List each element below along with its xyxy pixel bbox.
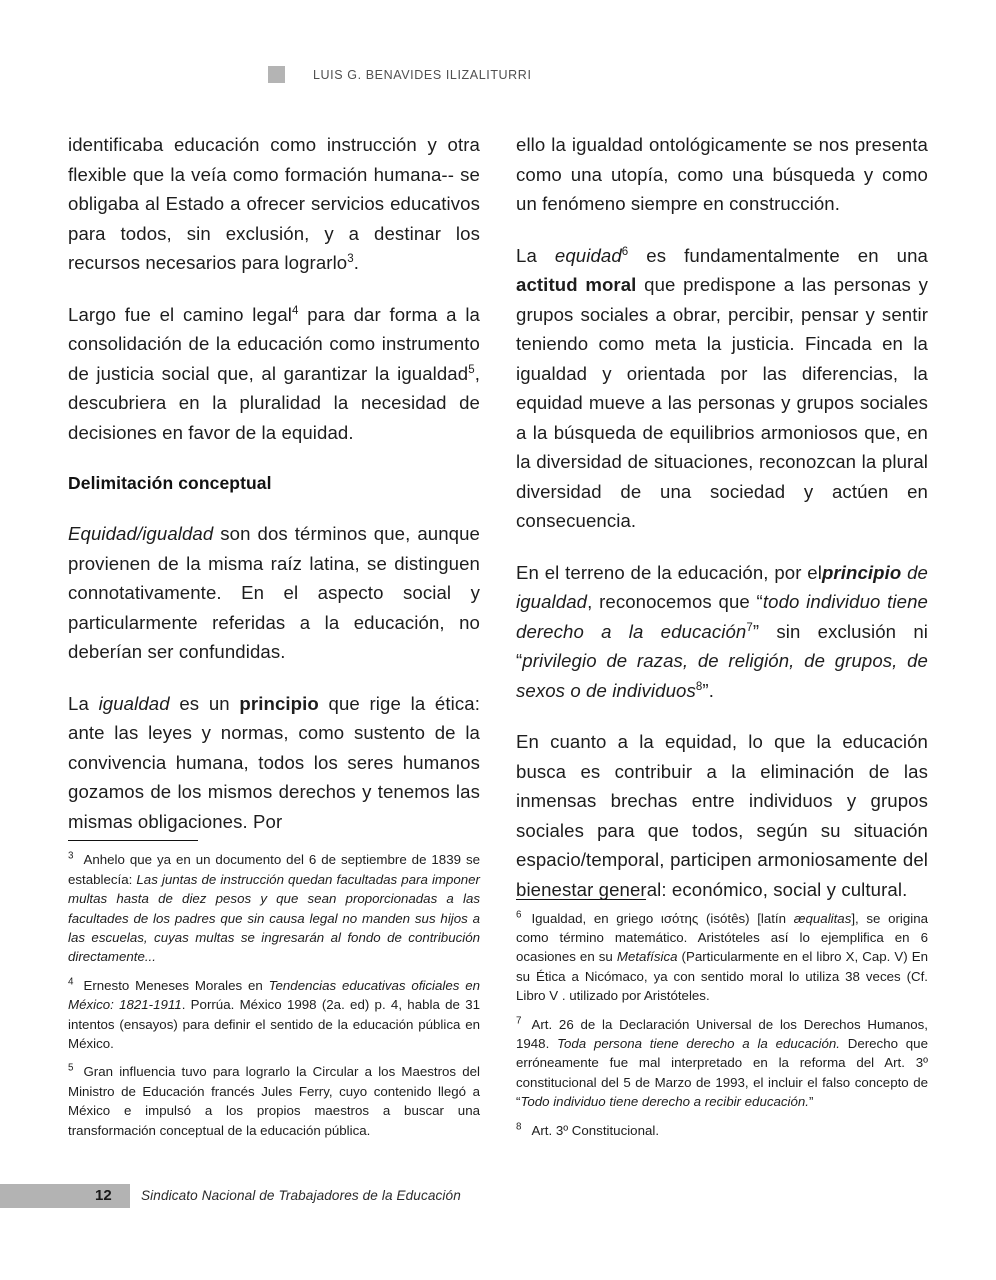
footnote-italic-latin: æqualitas — [793, 910, 852, 926]
paragraph-text-end: que rige la ética: ante las leyes y normas, como sustento de la convivencia humana, todos los seres humanos gozamos de los mismos derechos y tenemos las mismas obligaciones. Por — [68, 692, 480, 832]
footnote-text-end: ” — [808, 1094, 814, 1110]
footnote-number: 6 — [516, 909, 522, 921]
paragraph-text-end: . — [353, 252, 360, 273]
footnote-text: Ernesto Meneses Morales en — [83, 977, 269, 993]
footnote-ref-4: 4 — [292, 304, 299, 317]
footnote-ref-7: 7 — [746, 621, 753, 634]
paragraph-la-igualdad-principio — [68, 689, 480, 837]
paragraph-text: ” sin exclusión ni “ — [516, 620, 928, 671]
footnote-text: Art. 26 de la Declaración Universal de los Derechos Humanos, 1948. — [516, 1016, 928, 1051]
footnote-text-end: (Particularmente en el libro X, Cap. V) En su Ética a Nicómaco, ya con sentido moral lo utiliza 38 veces (Cf. Libro V . utilizado por Aristóteles. — [516, 949, 928, 1004]
footnote-ref-6: 6 — [621, 245, 629, 258]
page-footer — [0, 1184, 996, 1208]
footnote-ref-3: 3 — [347, 252, 354, 265]
page-number: 12 — [95, 1187, 112, 1204]
paragraph-la-equidad — [516, 241, 928, 536]
section-heading-delimitacion: Delimitación conceptual — [68, 473, 272, 493]
footnote-7 — [516, 1015, 928, 1112]
footnote-italic-metafisica: Metafísica — [616, 949, 678, 965]
italic-term-de-igualdad: de igualdad — [516, 561, 928, 612]
footnote-text: Gran influencia tuvo para lograrlo la Circular a los Maestros del Ministro de Educación francés Jules Ferry, cuyo contenido llegó a México e impulsó a los propios maestros a buscar una transformación conceptual de la educación pública. — [68, 1064, 480, 1138]
footnote-text: Derecho que erróneamente fue mal interpretado en la reforma del Art. 3º constitucional del 5 de Marzo de 1993, el incluir el falso concepto de “ — [516, 1035, 928, 1110]
bold-term-actitud-moral: actitud moral — [516, 274, 637, 295]
footnote-number: 8 — [516, 1121, 522, 1133]
paragraph-largo-fue — [68, 300, 480, 448]
bold-italic-term-principio: principio — [821, 561, 902, 583]
paragraph-equidad-igualdad — [68, 519, 480, 667]
footnote-4 — [68, 976, 480, 1054]
footnote-separator-rule — [68, 840, 198, 841]
two-column-body — [68, 130, 928, 1140]
bold-term-principio: principio — [239, 692, 319, 714]
paragraph-identificaba — [68, 130, 480, 278]
paragraph-text: La — [68, 692, 99, 714]
paragraph-en-cuanto-a-la-equidad: En cuanto a la equidad, lo que la educación busca es contribuir a la eliminación de las inmensas brechas entre individuos y grupos sociales para que todos, según su situación espacio/temporal, participen armoniosamente del bienestar general: económico, social y cultural. — [516, 731, 928, 900]
footnote-text: Art. 3º Constitucional. — [531, 1122, 660, 1138]
footnote-3 — [68, 850, 480, 966]
right-column-body — [516, 130, 928, 904]
paragraph-text: , reconocemos que “ — [587, 591, 763, 612]
footnote-number: 5 — [68, 1062, 74, 1074]
right-footnotes — [516, 899, 928, 1140]
footnote-ref-5: 5 — [468, 363, 475, 376]
left-column-body — [68, 130, 480, 836]
footnote-5 — [68, 1062, 480, 1140]
paragraph-text: para dar forma a la consolidación de la educación como instrumento de justicia social que, al garantizar la igualdad — [68, 303, 481, 384]
gray-square-icon — [268, 66, 285, 83]
paragraph-text-end: que predispone a las personas y grupos sociales a obrar, percibir, pensar y sentir teniendo como meta la justicia. Fincada en la igualdad y orientada por las diferencias, la equidad mueve a las personas y grupos sociales a la búsqueda de equilibrios armoniosos que, en la diversidad de situaciones, reconozcan la plural diversidad de una sociedad y actúen en consecuencia. — [516, 274, 928, 531]
italic-term-equidad-igualdad: Equidad/igualdad — [68, 523, 214, 544]
footnote-8 — [516, 1121, 928, 1140]
footnote-text-end: . Porrúa. México 1998 (2a. ed) p. 4, habla de 31 intentos (ensayos) para definir el sentido de la educación pública en México. — [68, 997, 480, 1051]
footnote-number: 3 — [68, 850, 74, 862]
running-head — [0, 66, 996, 83]
paragraph-text-end: , descubriera en la pluralidad la necesidad de decisiones en favor de la equidad. — [68, 362, 480, 443]
footnote-italic-quote: Toda persona tiene derecho a la educación. — [557, 1035, 840, 1051]
italic-quote-todo-individuo: todo individuo tiene derecho a la educación — [516, 591, 928, 642]
footnote-italic-quote-2: Todo individuo tiene derecho a recibir educación. — [520, 1094, 809, 1110]
right-column — [516, 130, 928, 1140]
paragraph-text: son dos términos que, aunque provienen de la misma raíz latina, se distinguen connotativamente. En el aspecto social y particularmente referidas a la educación, no deberían ser confundidas. — [68, 523, 480, 662]
paragraph-text: es un — [169, 692, 240, 714]
footnote-text: Igualdad, en griego ισότης (isótês) [latín — [531, 910, 794, 926]
paragraph-en-el-terreno — [516, 558, 928, 706]
footnote-separator-rule — [516, 899, 646, 900]
running-head-title: LUIS G. BENAVIDES ILIZALITURRI — [313, 67, 532, 82]
paragraph-ello-la-igualdad: ello la igualdad ontológicamente se nos presenta como una utopía, como una búsqueda y como un fenómeno siempre en construcción. — [516, 134, 928, 214]
paragraph-text: En el terreno de la educación, por el — [516, 561, 822, 583]
left-column — [68, 130, 480, 1140]
paragraph-text: La — [516, 244, 555, 266]
paragraph-text: Largo fue el camino legal — [68, 303, 293, 325]
footnote-number: 7 — [516, 1015, 522, 1027]
italic-term-equidad: equidad — [554, 244, 622, 266]
footnote-6 — [516, 909, 928, 1006]
paragraph-text-end: ”. — [702, 679, 714, 701]
footnote-text: ], se origina como término matemático. Aristóteles así lo ejemplifica en 6 ocasiones en su — [516, 910, 928, 965]
footer-publisher: Sindicato Nacional de Trabajadores de la Educación — [141, 1188, 461, 1203]
footnote-ref-8: 8 — [695, 680, 703, 693]
footnote-italic-text: Las juntas de instrucción quedan facultadas para imponer multas hasta de diez pesos y que sean proporcionadas a las facultades de los padres que sin causa legal no manden sus hijos a las escuelas, cuyas multas se ingresarán al fondo de contribución directamente... — [68, 871, 480, 965]
footnote-italic-title: Tendencias educativas oficiales en México: 1821-1911 — [68, 977, 480, 1013]
paragraph-text: identificaba educación como instrucción y otra flexible que la veía como formación humana-- se obligaba al Estado a ofrecer servicios educativos para todos, sin exclusión, y a destinar los recursos necesarios para lograrlo — [68, 134, 480, 273]
footnote-text: Anhelo que ya en un documento del 6 de septiembre de 1839 se establecía: — [68, 852, 480, 887]
paragraph-text: es fundamentalmente en una — [628, 244, 928, 266]
italic-term-igualdad: igualdad — [98, 692, 170, 714]
footnote-number: 4 — [68, 976, 74, 988]
italic-quote-privilegio: privilegio de razas, de religión, de grupos, de sexos o de individuos — [516, 650, 928, 701]
left-footnotes — [68, 840, 480, 1140]
